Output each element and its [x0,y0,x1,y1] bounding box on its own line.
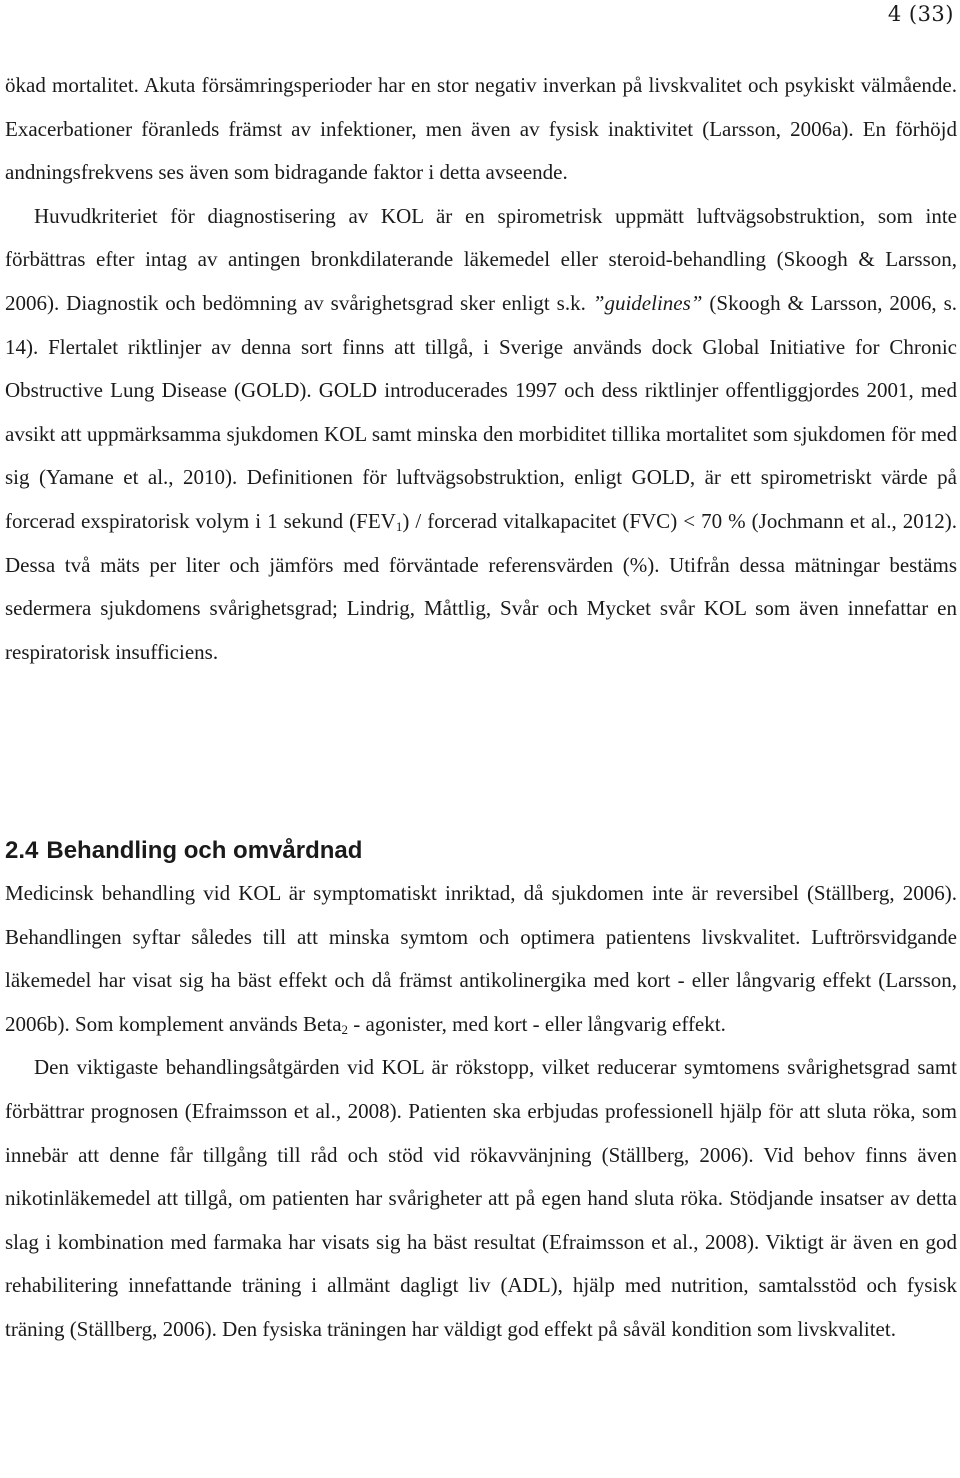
page-number: 4 (33) [887,2,954,26]
paragraph-diagnosis [5,195,957,675]
paragraph-smoking-cessation: Den viktigaste behandlingsåtgärden vid KOL är rökstopp, vilket reducerar symtomens svårighetsgrad samt förbättrar prognosen (Efraimsson et al., 2008). Patienten ska erbjudas professionell hjälp för att sluta röka, som innebär att denne får tillgång till råd och stöd vid rökavvänjning (Ställberg, 2006). Vid behov finns även nikotinläkemedel att tillgå, om patienten har svårigheter att på egen hand sluta röka. Stödjande insatser av detta slag i kombination med farmaka har visats sig ha bäst resultat (Efraimsson et al., 2008). Viktigt är även en god rehabilitering innefattande träning i allmänt dagligt liv (ADL), hjälp med nutrition, samtalsstöd och fysisk träning (Ställberg, 2006). Den fysiska träningen har väldigt god effekt på såväl kondition som livskvalitet. [5,1055,957,1341]
beta-subscript: 2 [341,1021,349,1037]
treatment-text-part2: - agonister, med kort - eller långvarig effekt. [348,1011,726,1036]
section-number: 2.4 [5,837,39,864]
diagnosis-text-part2: (Skoogh & Larsson, 2006, s. 14). Flertalet riktlinjer av denna sort finns att tillgå, i Sverige används dock Global Initiative for Chronic Obstructive Lung Disease (GOLD). GOLD introducerades 1997 och dess riktlinjer offentliggjordes 2001, med avsikt att uppmärksamma sjukdomen KOL samt minska den morbiditet tillika mortalitet som sjukdomen för med sig (Yamane et al., 2010). Definitionen för luftvägsobstruktion, enligt GOLD, är ett spirometriskt värde på forcerad exspiratorisk volym i 1 sekund (FEV [5,290,957,533]
section-title: Behandling och omvårdnad [46,837,363,864]
paragraph-medical-treatment [5,872,957,1046]
section-treatment-text [5,872,957,1352]
guidelines-term: ”guidelines” [592,290,703,315]
section-continued-text [5,64,957,674]
diagnosis-text-part1: Huvudkriteriet för diagnostisering av KOL är en spirometrisk uppmätt luftvägsobstruktion, som inte förbättras efter intag av antingen bronkdilaterande läkemedel eller steroid-behandling (Skoogh & Larsson, 2006). Diagnostik och bedömning av svårighetsgrad sker enligt s.k. [5,203,957,315]
section-heading [5,834,362,868]
fev-subscript: 1 [395,518,403,534]
paragraph-exacerbations: ökad mortalitet. Akuta försämringsperioder har en stor negativ inverkan på livskvalitet och psykiskt välmående. Exacerbationer föranleds främst av infektioner, men även av fysisk inaktivitet (Larsson, 2006a). En förhöjd andningsfrekvens ses även som bidragande faktor i detta avseende. [5,73,957,185]
treatment-text-part1: Medicinsk behandling vid KOL är symptomatiskt inriktad, då sjukdomen inte är reversibel (Ställberg, 2006). Behandlingen syftar således till att minska symtom och optimera patientens livskvalitet. Luftrörsvidgande läkemedel har visat sig ha bäst effekt och då främst antikolinergika med kort - eller långvarig effekt (Larsson, 2006b). Som komplement används Beta [5,881,957,1036]
diagnosis-text-part3: ) / forcerad vitalkapacitet (FVC) < 70 % (Jochmann et al., 2012). Dessa två mäts per liter och jämförs med förväntade referensvärden (%). Utifrån dessa mätningar bestäms sedermera sjukdomens svårighetsgrad; Lindrig, Måttlig, Svår och Mycket svår KOL som även innefattar en respiratorisk insufficiens. [5,508,957,664]
